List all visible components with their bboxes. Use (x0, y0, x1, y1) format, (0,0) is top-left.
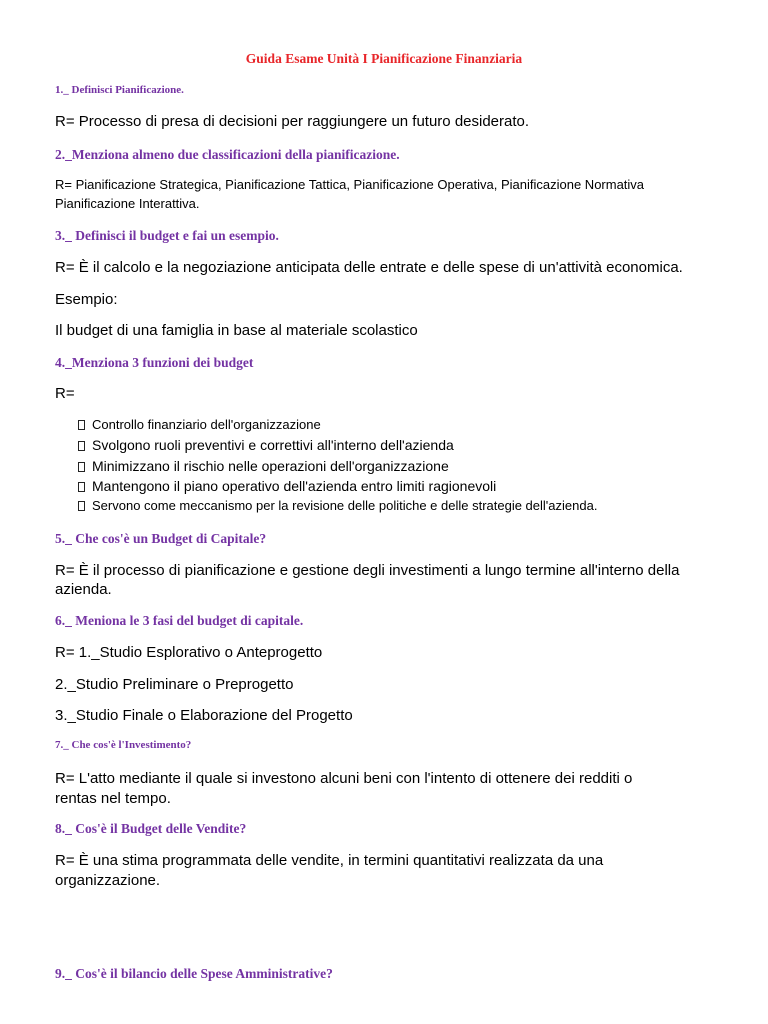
bullet-item (78, 457, 449, 475)
answer-6-line-2: 2._Studio Preliminare o Preprogetto (55, 676, 294, 693)
answer-7-line-1: R= L'atto mediante il quale si investono alcuni beni con l'intento di ottenere dei redditi o (55, 770, 633, 787)
answer-7-line-2: rentas nel tempo. (55, 790, 171, 807)
question-7: 7._ Che cos'è l'Investimento? (55, 739, 192, 751)
answer-5-line-1: R= È il processo di pianificazione e gestione degli investimenti a lungo termine all'interno della (55, 562, 680, 579)
bullet-box-icon (78, 462, 85, 472)
bullet-box-icon (78, 441, 85, 451)
answer-8-line-1: R= È una stima programmata delle vendite, in termini quantitativi realizzata da una (55, 852, 604, 869)
answer-5-line-2: azienda. (55, 581, 112, 598)
answer-3-line-2: Esempio: (55, 291, 118, 308)
answer-4-line-1: R= (55, 385, 75, 402)
answer-6-line-3: 3._Studio Finale o Elaborazione del Progetto (55, 707, 353, 724)
bullet-text: Svolgono ruoli preventivi e correttivi all'interno dell'azienda (92, 437, 454, 453)
answer-2-line-1: R= Pianificazione Strategica, Pianificazione Tattica, Pianificazione Operativa, Pianificazione Normativa (55, 177, 645, 192)
bullet-text: Controllo finanziario dell'organizzazione (92, 417, 321, 432)
bullet-box-icon (78, 501, 85, 511)
question-1: 1._ Definisci Pianificazione. (55, 84, 184, 96)
question-4: 4._Menziona 3 funzioni dei budget (55, 355, 254, 370)
bullet-item (78, 436, 454, 454)
bullet-text: Minimizzano il rischio nelle operazioni dell'organizzazione (92, 458, 449, 474)
answer-3-line-1: R= È il calcolo e la negoziazione anticipata delle entrate e delle spese di un'attività economica. (55, 259, 683, 276)
question-3: 3._ Definisci il budget e fai un esempio. (55, 228, 279, 243)
question-2: 2._Menziona almeno due classificazioni della pianificazione. (55, 147, 400, 162)
bullet-item (78, 416, 321, 434)
bullet-text: Servono come meccanismo per la revisione delle politiche e delle strategie dell'azienda. (92, 498, 598, 513)
question-5: 5._ Che cos'è un Budget di Capitale? (55, 531, 267, 546)
question-8: 8._ Cos'è il Budget delle Vendite? (55, 821, 247, 836)
question-9: 9._ Cos'è il bilancio delle Spese Amministrative? (55, 966, 333, 981)
document-title: Guida Esame Unità I Pianificazione Finanziaria (245, 51, 523, 66)
answer-6-line-1: R= 1._Studio Esplorativo o Anteprogetto (55, 644, 323, 661)
bullet-box-icon (78, 420, 85, 430)
bullet-box-icon (78, 482, 85, 492)
bullet-item (78, 477, 496, 495)
answer-3-line-3: Il budget di una famiglia in base al materiale scolastico (55, 322, 418, 339)
answer-2-line-2: Pianificazione Interattiva. (55, 196, 200, 211)
bullet-item (78, 497, 597, 515)
answer-8-line-2: organizzazione. (55, 872, 161, 889)
bullet-text: Mantengono il piano operativo dell'azienda entro limiti ragionevoli (92, 478, 497, 494)
answer-1-line-1: R= Processo di presa di decisioni per raggiungere un futuro desiderato. (55, 113, 530, 130)
question-6: 6._ Meniona le 3 fasi del budget di capitale. (55, 613, 304, 628)
